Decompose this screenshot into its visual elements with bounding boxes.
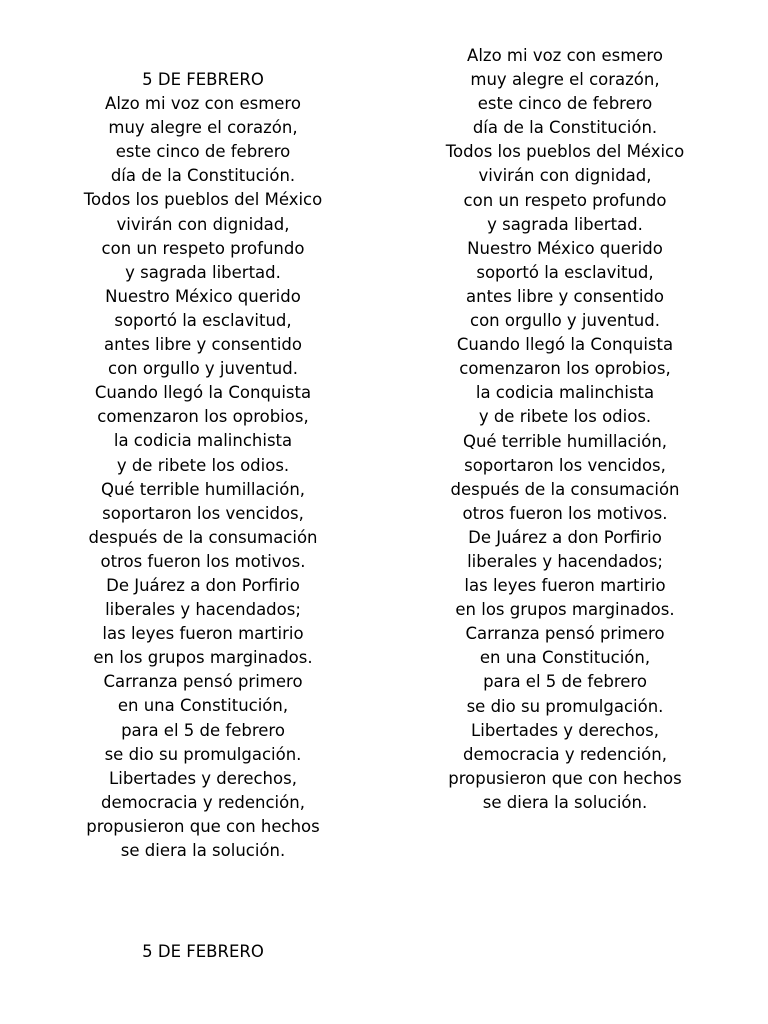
poem-line: con un respeto profundo — [463, 190, 667, 210]
poem-line: De Juárez a don Porfirio — [106, 575, 300, 595]
poem-line: soportaron los vencidos, — [102, 503, 304, 523]
poem-line: soportaron los vencidos, — [464, 455, 666, 475]
poem-line: después de la consumación — [88, 527, 318, 547]
poem-line: las leyes fueron martirio — [102, 624, 304, 644]
poem-line: democracia y redención, — [463, 744, 667, 764]
poem-column-left — [60, 68, 346, 863]
poem-line: muy alegre el corazón, — [470, 70, 660, 90]
poem-line: Qué terrible humillación, — [100, 479, 306, 499]
poem-line: y de ribete los odios. — [116, 455, 290, 475]
poem-line: para el 5 de febrero — [121, 720, 285, 740]
poem-line: soportó la esclavitud, — [114, 310, 292, 330]
poem-line: vivirán con dignidad, — [116, 214, 290, 234]
poem-line: Nuestro México querido — [467, 238, 663, 258]
poem-line: las leyes fueron martirio — [464, 576, 666, 596]
poem-line: antes libre y consentido — [104, 335, 302, 355]
poem-line: antes libre y consentido — [466, 286, 664, 306]
poem-line: este cinco de febrero — [115, 142, 291, 162]
poem-line: se diera la solución. — [120, 841, 286, 860]
poem-line: Nuestro México querido — [105, 286, 301, 306]
poem-line: Alzo mi voz con esmero — [105, 94, 301, 114]
poem-line: Carranza pensó primero — [103, 672, 303, 692]
poem-line: Cuando llegó la Conquista — [94, 383, 312, 403]
poem-line: propusieron que con hechos — [448, 768, 682, 788]
poem-line: para el 5 de febrero — [483, 672, 647, 692]
poem-line: la codicia malinchista — [475, 383, 655, 403]
poem-line: día de la Constitución. — [110, 166, 296, 186]
poem-line: este cinco de febrero — [477, 94, 653, 114]
poem-line: en una Constitución, — [479, 648, 651, 668]
poem-line: Cuando llegó la Conquista — [456, 335, 674, 355]
poem-lines-left — [60, 92, 346, 863]
poem-line: con un respeto profundo — [101, 238, 305, 258]
poem-line: comenzaron los oprobios, — [97, 407, 309, 427]
poem-line: Qué terrible humillación, — [462, 431, 668, 451]
footer-title: 5 DE FEBRERO — [142, 942, 264, 961]
poem-line: otros fueron los motivos. — [462, 503, 668, 523]
poem-line: Todos los pueblos del México — [445, 142, 685, 162]
poem-line: Alzo mi voz con esmero — [467, 46, 663, 65]
poem-line: después de la consumación — [450, 479, 680, 499]
poem-line: se dio su promulgación. — [466, 696, 664, 716]
poem-column-right — [422, 44, 708, 815]
poem-line: con orgullo y juventud. — [470, 311, 660, 331]
poem-line: muy alegre el corazón, — [108, 118, 298, 138]
poem-line: democracia y redención, — [101, 792, 305, 812]
poem-line: y de ribete los odios. — [478, 407, 652, 427]
poem-line: Libertades y derechos, — [109, 768, 297, 788]
poem-line: se diera la solución. — [482, 792, 648, 812]
poem-line: propusieron que con hechos — [86, 816, 320, 836]
poem-line: otros fueron los motivos. — [100, 551, 306, 571]
poem-line: Carranza pensó primero — [465, 624, 665, 644]
poem-line: en los grupos marginados. — [455, 600, 675, 620]
poem-line: y sagrada libertad. — [125, 262, 281, 282]
poem-lines-right — [422, 44, 708, 815]
poem-line: la codicia malinchista — [113, 431, 293, 451]
poem-line: Todos los pueblos del México — [83, 190, 323, 210]
poem-line: comenzaron los oprobios, — [459, 359, 671, 379]
poem-line: día de la Constitución. — [472, 118, 658, 138]
poem-line: con orgullo y juventud. — [108, 359, 298, 379]
poem-line: soportó la esclavitud, — [476, 262, 654, 282]
poem-line: en los grupos marginados. — [93, 648, 313, 668]
poem-line: vivirán con dignidad, — [478, 166, 652, 186]
poem-line: Libertades y derechos, — [471, 720, 659, 740]
poem-line: y sagrada libertad. — [487, 214, 643, 234]
poem-title: 5 DE FEBRERO — [142, 70, 264, 89]
poem-line: liberales y hacendados; — [467, 551, 663, 571]
poem-line: De Juárez a don Porfirio — [468, 527, 662, 547]
poem-line: se dio su promulgación. — [104, 744, 302, 764]
poem-line: en una Constitución, — [117, 696, 289, 716]
poem-line: liberales y hacendados; — [105, 600, 301, 620]
